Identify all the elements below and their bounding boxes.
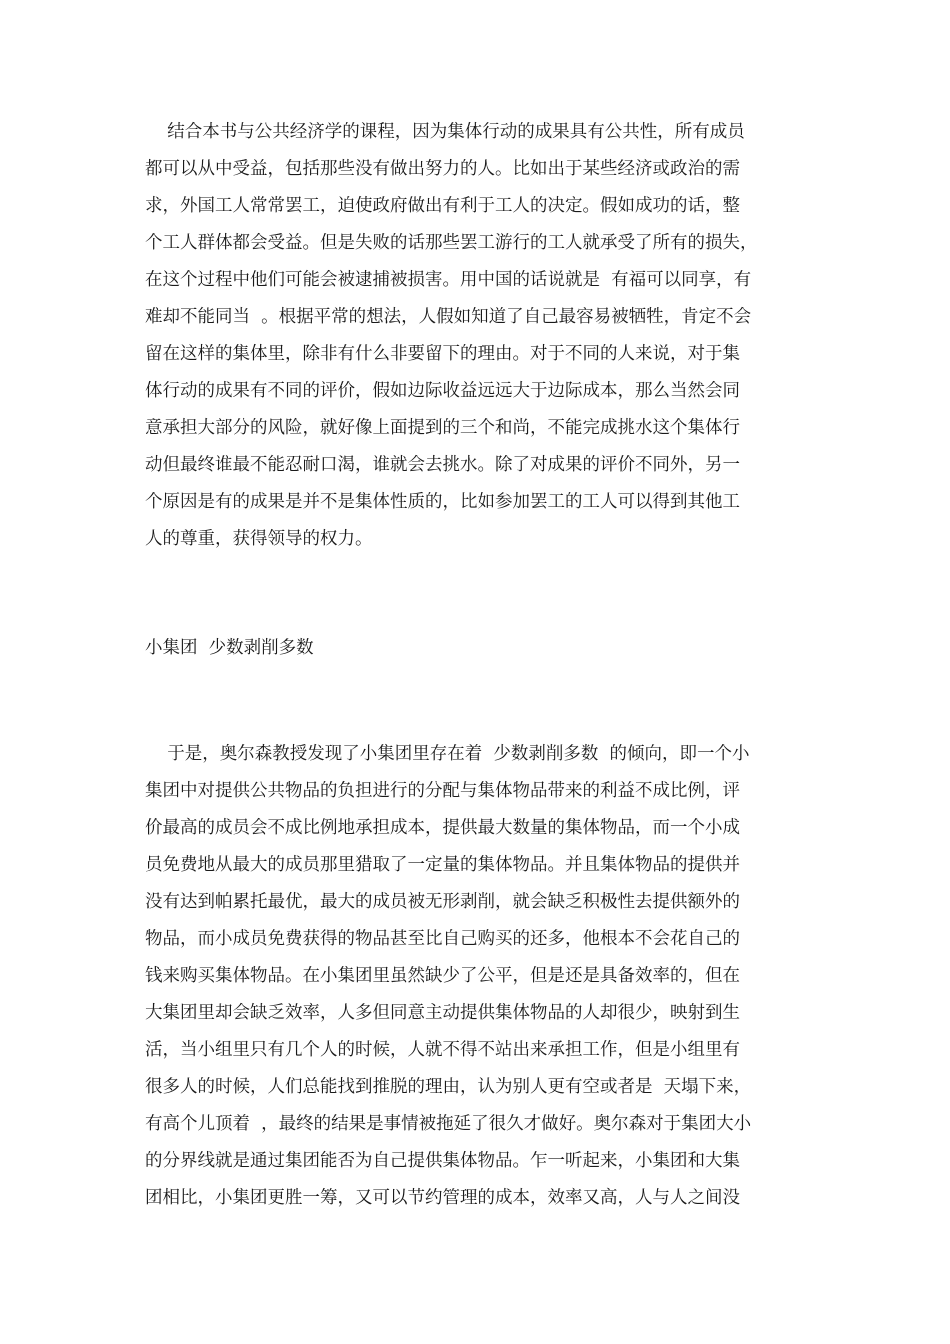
text-line: 集团中对提供公共物品的负担进行的分配与集体物品带来的利益不成比例，评 — [145, 781, 740, 801]
text-line: 的分界线就是通过集团能否为自己提供集体物品。乍一听起来，小集团和大集 — [145, 1151, 740, 1171]
text-line: 个原因是有的成果是并不是集体性质的，比如参加罢工的工人可以得到其他工 — [145, 492, 740, 512]
text-line: 意承担大部分的风险，就好像上面提到的三个和尚，不能完成挑水这个集体行 — [145, 418, 740, 438]
text-line: 求，外国工人常常罢工，迫使政府做出有利于工人的决定。假如成功的话，整 — [145, 196, 740, 216]
text-line: 活，当小组里只有几个人的时候，人就不得不站出来承担工作，但是小组里有 — [145, 1040, 740, 1060]
text-line: 大集团里却会缺乏效率，人多但同意主动提供集体物品的人却很少，映射到生 — [145, 1003, 740, 1023]
text-line: 物品，而小成员免费获得的物品甚至比自己购买的还多，他根本不会花自己的 — [145, 929, 740, 949]
text-line: 价最高的成员会不成比例地承担成本，提供最大数量的集体物品，而一个小成 — [145, 818, 740, 838]
paragraph-small-group-exploitation — [145, 736, 825, 1217]
text-line: 很多人的时候，人们总能找到推脱的理由，认为别人更有空或者是 天塌下来， — [145, 1077, 752, 1097]
text-line: 在这个过程中他们可能会被逮捕被损害。用中国的话说就是 有福可以同享，有 — [145, 270, 752, 290]
text-line: 于是，奥尔森教授发现了小集团里存在着 少数剥削多数 的倾向，即一个小 — [145, 744, 750, 764]
text-line: 没有达到帕累托最优，最大的成员被无形剥削，就会缺乏积极性去提供额外的 — [145, 892, 740, 912]
text-line: 有高个儿顶着 ，最终的结果是事情被拖延了很久才做好。奥尔森对于集团大小 — [145, 1114, 752, 1134]
text-line: 人的尊重，获得领导的权力。 — [145, 529, 373, 549]
text-line: 团相比，小集团更胜一筹，又可以节约管理的成本，效率又高，人与人之间没 — [145, 1188, 740, 1208]
text-line: 员免费地从最大的成员那里猎取了一定量的集体物品。并且集体物品的提供并 — [145, 855, 740, 875]
text-line: 都可以从中受益，包括那些没有做出努力的人。比如出于某些经济或政治的需 — [145, 159, 740, 179]
section-heading — [145, 630, 825, 667]
text-line: 动但最终谁最不能忍耐口渴，谁就会去挑水。除了对成果的评价不同外，另一 — [145, 455, 740, 475]
text-line: 体行动的成果有不同的评价，假如边际收益远远大于边际成本，那么当然会同 — [145, 381, 740, 401]
section-heading-text: 小集团 少数剥削多数 — [145, 638, 314, 658]
paragraph-collective-action — [145, 114, 825, 558]
text-line: 个工人群体都会受益。但是失败的话那些罢工游行的工人就承受了所有的损失， — [145, 233, 758, 253]
text-line: 难却不能同当 。根据平常的想法，人假如知道了自己最容易被牺牲，肯定不会 — [145, 307, 752, 327]
text-line: 钱来购买集体物品。在小集团里虽然缺少了公平，但是还是具备效率的，但在 — [145, 966, 740, 986]
text-line: 结合本书与公共经济学的课程，因为集体行动的成果具有公共性，所有成员 — [145, 122, 745, 142]
text-line: 留在这样的集体里，除非有什么非要留下的理由。对于不同的人来说，对于集 — [145, 344, 740, 364]
